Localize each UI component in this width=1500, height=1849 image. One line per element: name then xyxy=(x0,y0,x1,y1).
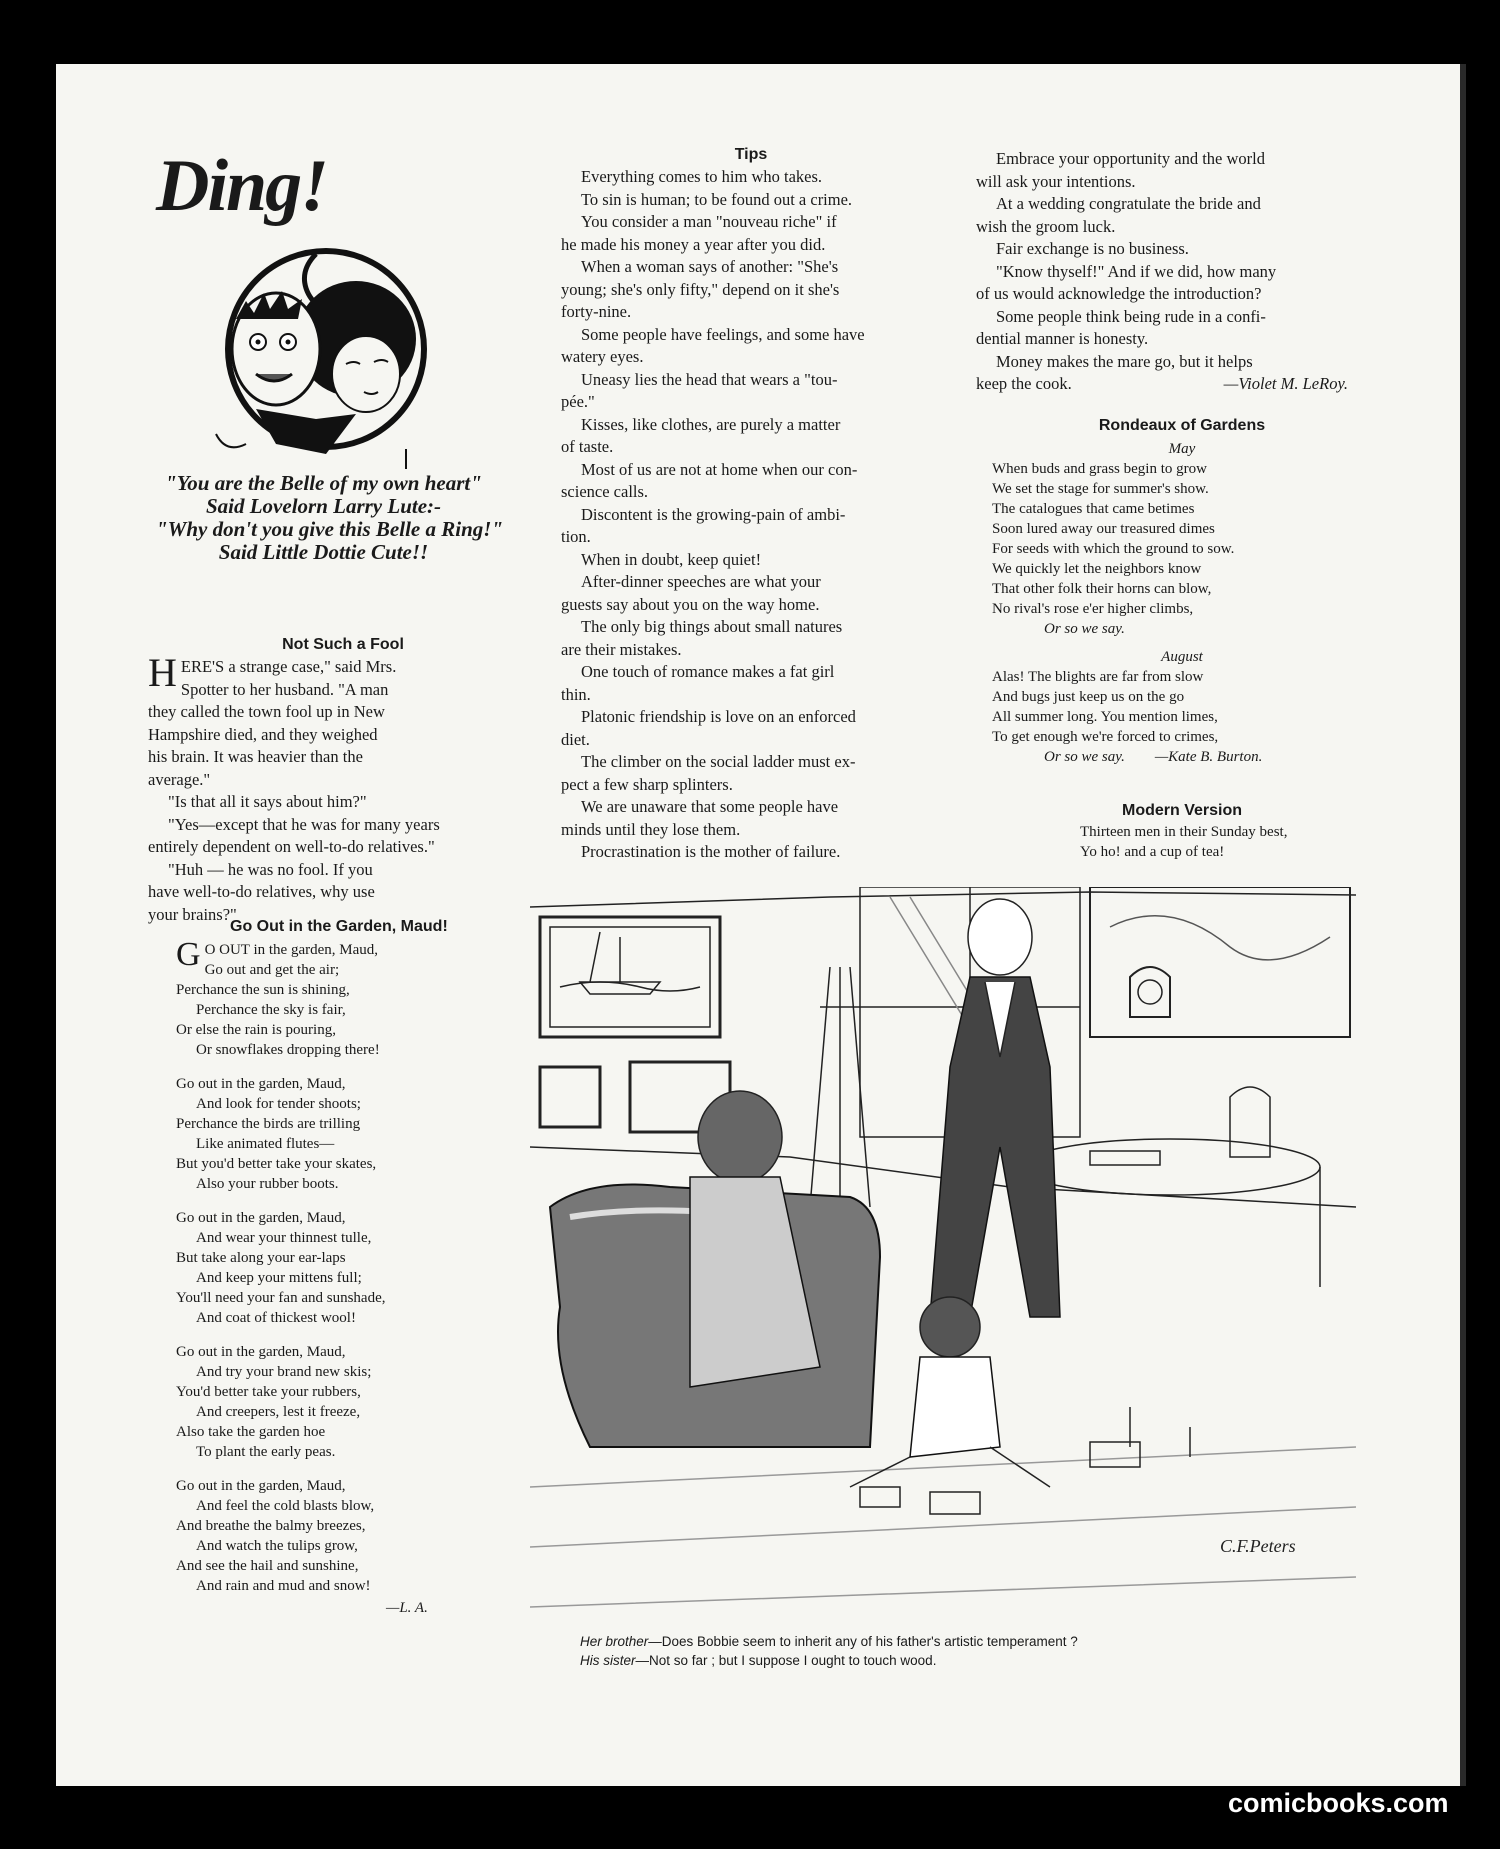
fool-line: ERE'S a strange case," said Mrs. xyxy=(180,657,397,676)
cartoon-caption xyxy=(156,471,504,564)
fool-line: his brain. It was heavier than the xyxy=(148,747,363,766)
maud-line: Perchance the birds are trilling xyxy=(176,1116,361,1132)
tip-line: The climber on the social ladder must ex- xyxy=(581,752,856,771)
maud-line: And creepers, lest it freeze, xyxy=(196,1404,361,1420)
tips-last-row xyxy=(976,373,1362,396)
cartoon-caption-line: "You are the Belle of my own heart" xyxy=(165,471,482,495)
tip-line: guests say about you on the way home. xyxy=(561,594,820,614)
may-line: Soon lured away our treasured dimes xyxy=(992,521,1215,537)
fool-line: "Yes—except that he was for many years xyxy=(168,814,440,834)
tip-line: Discontent is the growing-pain of ambi- xyxy=(581,504,846,524)
tip-line: Money makes the mare go, but it helps xyxy=(996,351,1253,371)
tip-line: of taste. xyxy=(561,437,614,456)
tip-line: of us would acknowledge the introduction? xyxy=(976,284,1262,303)
may-line: We set the stage for summer's show. xyxy=(992,481,1209,497)
illustration xyxy=(530,887,1356,1632)
may-title: May xyxy=(1168,441,1196,457)
august-lines xyxy=(992,667,1372,747)
maud-line: And feel the cold blasts blow, xyxy=(196,1498,375,1514)
caption-line xyxy=(580,1651,1360,1670)
fool-line: they called the town fool up in New xyxy=(148,702,385,721)
modern-line: Thirteen men in their Sunday best, xyxy=(1080,824,1288,840)
page-spine-shadow xyxy=(1460,64,1466,1786)
tip-line: wish the groom luck. xyxy=(976,216,1116,236)
may-line: When buds and grass begin to grow xyxy=(992,461,1207,477)
fool-line: have well-to-do relatives, why use xyxy=(148,882,375,901)
maud-line: Perchance the sky is fair, xyxy=(196,1002,346,1018)
may-line: The catalogues that came betimes xyxy=(992,501,1195,517)
fool-line: "Is that all it says about him?" xyxy=(168,792,367,811)
tip-line: You consider a man "nouveau riche" if xyxy=(581,212,837,231)
tip-line: Platonic friendship is love on an enforced xyxy=(581,707,856,726)
magazine-page xyxy=(56,64,1466,1786)
tip-line: he made his money a year after you did. xyxy=(561,234,826,254)
maud-line: And coat of thickest wool! xyxy=(196,1310,356,1326)
maud-line: And wear your thinnest tulle, xyxy=(196,1230,372,1246)
illustration-signature: C.F.Peters xyxy=(1220,1536,1296,1556)
maud-line: Go out in the garden, Maud, xyxy=(176,1478,346,1494)
maud-line: Go out in the garden, Maud, xyxy=(176,1210,346,1226)
august-line: All summer long. You mention limes, xyxy=(992,709,1218,725)
tip-line: science calls. xyxy=(561,482,649,501)
tip-line: Most of us are not at home when our con- xyxy=(581,459,858,479)
tip-line: One touch of romance makes a fat girl xyxy=(581,662,835,681)
tip-line: dential manner is honesty. xyxy=(976,329,1149,348)
maud-line: And look for tender shoots; xyxy=(196,1096,361,1112)
tip-line: After-dinner speeches are what your xyxy=(581,572,821,591)
maud-line: Go out in the garden, Maud, xyxy=(176,1076,346,1092)
august-refrain-row xyxy=(992,747,1372,767)
cartoon-drawing xyxy=(196,234,456,474)
maud-line: Or snowflakes dropping there! xyxy=(196,1042,380,1058)
may-line: That other folk their horns can blow, xyxy=(992,581,1212,597)
tip-line: Embrace your opportunity and the world xyxy=(996,149,1265,168)
tip-line: pée." xyxy=(561,392,595,411)
caption-speaker: Her brother xyxy=(580,1634,649,1649)
tips-heading: Tips xyxy=(734,146,768,163)
maud-stanza xyxy=(176,1208,536,1328)
august-line: And bugs just keep us on the go xyxy=(992,689,1185,705)
fool-line: Spotter to her husband. "A man xyxy=(180,679,389,699)
modern-version xyxy=(992,802,1372,862)
maud-line: Or else the rain is pouring, xyxy=(176,1022,336,1038)
tip-line: diet. xyxy=(561,729,590,749)
tip-line: When in doubt, keep quiet! xyxy=(581,549,762,569)
may-line: We quickly let the neighbors know xyxy=(992,561,1202,577)
tip-line: Procrastination is the mother of failure. xyxy=(581,842,841,861)
tip-line: Fair exchange is no business. xyxy=(996,239,1189,258)
maud-drop-cap: G xyxy=(176,936,201,973)
tips-continued xyxy=(976,148,1362,396)
rondeaux-poem xyxy=(992,417,1372,767)
maud-line: You'll need your fan and sunshade, xyxy=(176,1290,386,1306)
ding-cartoon xyxy=(156,144,504,564)
maud-line: But take along your ear-laps xyxy=(176,1250,346,1266)
maud-line: And try your brand new skis; xyxy=(196,1364,372,1380)
may-refrain: Or so we say. xyxy=(1044,621,1125,637)
tip-line: Some people have feelings, and some have xyxy=(581,324,865,344)
maud-stanza xyxy=(176,936,536,1060)
fool-line: entirely dependent on well-to-do relatives." xyxy=(148,837,435,856)
tip-line: thin. xyxy=(561,684,591,704)
maud-heading: Go Out in the Garden, Maud! xyxy=(230,918,448,935)
may-lines xyxy=(992,459,1372,619)
tips-continued-lines xyxy=(976,148,1362,373)
tip-line: To sin is human; to be found out a crime. xyxy=(581,189,853,209)
caption-text: —Not so far ; but I suppose I ought to touch wood. xyxy=(635,1653,937,1668)
august-title: August xyxy=(1161,649,1203,665)
fool-article xyxy=(148,636,538,926)
tip-line: Everything comes to him who takes. xyxy=(581,167,823,186)
maud-line: And breathe the balmy breezes, xyxy=(176,1518,366,1534)
fool-line: average." xyxy=(148,769,211,789)
maud-signature: —L. A. xyxy=(386,1600,428,1616)
tip-line: We are unaware that some people have xyxy=(581,797,839,816)
maud-line: Like animated flutes— xyxy=(196,1136,335,1152)
fool-heading: Not Such a Fool xyxy=(282,636,404,653)
maud-stanza xyxy=(176,1342,536,1462)
rondeaux-signature: —Kate B. Burton. xyxy=(1154,749,1263,765)
maud-poem xyxy=(176,918,536,1618)
fool-line: Hampshire died, and they weighed xyxy=(148,724,378,744)
fool-line: "Huh — he was no fool. If you xyxy=(168,859,373,879)
maud-stanza xyxy=(176,1074,536,1194)
maud-line: And rain and mud and snow! xyxy=(196,1578,371,1594)
august-refrain: Or so we say. xyxy=(1044,749,1125,765)
august-line: To get enough we're forced to crimes, xyxy=(992,729,1219,745)
tip-line: watery eyes. xyxy=(561,347,644,366)
maud-line: Perchance the sun is shining, xyxy=(176,982,350,998)
fool-line: your brains?" xyxy=(148,904,237,924)
tip-line: will ask your intentions. xyxy=(976,171,1136,191)
fool-drop-cap: H xyxy=(148,650,177,695)
maud-line: And keep your mittens full; xyxy=(196,1270,362,1286)
may-line: No rival's rose e'er higher climbs, xyxy=(992,601,1194,617)
maud-line: Go out and get the air; xyxy=(204,962,340,978)
caption-speaker: His sister xyxy=(580,1653,636,1668)
maud-line: And see the hail and sunshine, xyxy=(176,1558,359,1574)
illustration-caption xyxy=(580,1632,1360,1670)
caption-line xyxy=(580,1632,1360,1651)
august-line: Alas! The blights are far from slow xyxy=(992,669,1204,685)
cartoon-caption-line: Said Lovelorn Larry Lute:- xyxy=(205,494,442,518)
maud-line: Go out in the garden, Maud, xyxy=(176,1344,346,1360)
tip-line: When a woman says of another: "She's xyxy=(581,257,839,276)
watermark: comicbooks.com xyxy=(1228,1788,1449,1818)
living-room-illustration xyxy=(530,887,1356,1632)
tip-line: "Know thyself!" And if we did, how many xyxy=(996,261,1277,281)
maud-line: Also your rubber boots. xyxy=(196,1176,339,1192)
maud-line: And watch the tulips grow, xyxy=(196,1538,358,1554)
cartoon-caption-line: Said Little Dottie Cute!! xyxy=(218,540,429,564)
maud-line: You'd better take your rubbers, xyxy=(176,1384,361,1400)
maud-line: To plant the early peas. xyxy=(196,1444,336,1460)
modern-line: Yo ho! and a cup of tea! xyxy=(1080,844,1225,860)
tips-lines xyxy=(561,166,941,864)
modern-heading: Modern Version xyxy=(1121,802,1243,819)
maud-line: Also take the garden hoe xyxy=(176,1424,326,1440)
may-line: For seeds with which the ground to sow. xyxy=(992,541,1235,557)
tip-line: Kisses, like clothes, are purely a matter xyxy=(581,414,841,434)
caption-text: —Does Bobbie seem to inherit any of his father's artistic temperament ? xyxy=(648,1634,1078,1649)
cartoon-caption-line: "Why don't you give this Belle a Ring!" xyxy=(156,517,504,541)
tip-line: forty-nine. xyxy=(561,302,632,321)
tip-line: are their mistakes. xyxy=(561,639,682,659)
tips-column xyxy=(561,146,941,864)
maud-stanzas xyxy=(176,936,536,1596)
tip-line: young; she's only fifty," depend on it she's xyxy=(561,279,840,299)
tip-line: At a wedding congratulate the bride and xyxy=(996,194,1261,213)
tips-last-line: keep the cook. xyxy=(976,374,1072,393)
maud-stanza xyxy=(176,1476,536,1596)
tips-signature: —Violet M. LeRoy. xyxy=(1223,374,1348,393)
tip-line: Some people think being rude in a confi- xyxy=(996,306,1266,326)
tip-line: The only big things about small natures xyxy=(581,617,843,636)
tip-line: minds until they lose them. xyxy=(561,819,741,839)
tip-line: pect a few sharp splinters. xyxy=(561,774,733,794)
cartoon-title: Ding! xyxy=(156,145,327,227)
tip-line: Uneasy lies the head that wears a "tou- xyxy=(581,369,838,389)
maud-line: O OUT in the garden, Maud, xyxy=(204,942,378,958)
rondeaux-heading: Rondeaux of Gardens xyxy=(1098,417,1266,434)
tip-line: tion. xyxy=(561,527,591,546)
maud-line: But you'd better take your skates, xyxy=(176,1156,377,1172)
